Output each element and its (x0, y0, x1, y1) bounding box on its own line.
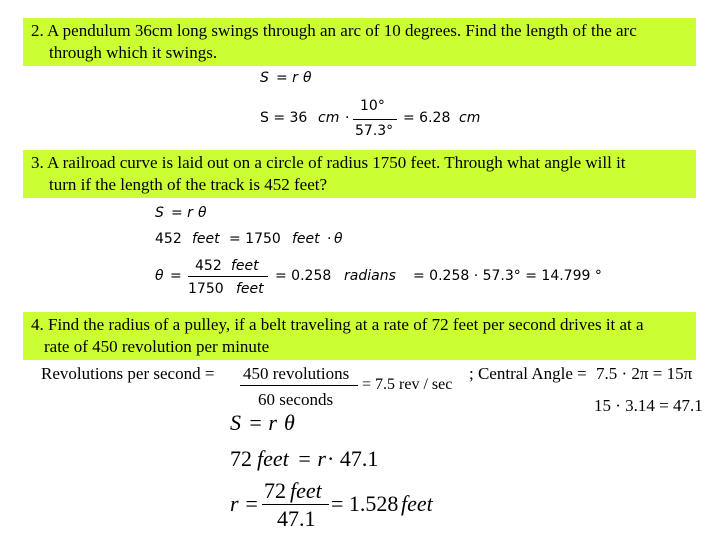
p3-f3-tail: = 0.258 · 57.3° = 14.799 ° (413, 268, 602, 284)
p2-f2-num: 10° (360, 98, 385, 114)
p2-f2-dot: · (345, 110, 350, 126)
p4-f2-c: · 47.1 (327, 446, 379, 471)
problem-2-box (23, 18, 696, 66)
p3-f3-result: = 0.258 (275, 268, 332, 284)
p3-f3-den-b: feet (236, 281, 264, 297)
p3-f3-den-a: 1750 (188, 281, 224, 297)
p3-f2-feet: feet (192, 231, 220, 247)
p2-f1-theta: θ (303, 70, 312, 86)
p4-f1-eq: = r (248, 410, 277, 435)
p4-f3-fraction-bar (262, 504, 329, 505)
p2-f1-eq: = r (276, 70, 298, 86)
p4-f3-num-b: feet (290, 478, 322, 503)
p3-f3-eq: = (170, 268, 182, 284)
problem-3-line1: 3. A railroad curve is laid out on a circle of radius 1750 feet. Through what angle will it (31, 153, 626, 172)
p2-f2-fraction-bar (353, 119, 397, 120)
p4-rev-fraction-bar (240, 385, 358, 386)
problem-4-box (23, 312, 696, 360)
p4-central-value: 7.5 · 2π = 15π (596, 364, 693, 383)
p4-f1-S: S (230, 410, 241, 435)
p3-f3-num-b: feet (231, 258, 259, 274)
p2-f2-unit2: cm (459, 110, 481, 126)
problem-2-line1: 2. A pendulum 36cm long swings through an arc of 10 degrees. Find the length of the arc (31, 21, 637, 40)
p3-f3-fraction-bar (188, 276, 268, 277)
p3-f3-theta: θ (155, 268, 164, 284)
p3-f1-eq: = r (171, 205, 193, 221)
p2-f2-result: = 6.28 (403, 110, 451, 126)
p3-f1-theta: θ (198, 205, 207, 221)
problem-2-line2: through which it swings. (49, 43, 218, 62)
p4-f1-theta: θ (284, 410, 295, 435)
p2-f2-lhs: S = 36 (260, 110, 308, 126)
problem-3-box (23, 150, 696, 198)
p3-f3-radians: radians (344, 268, 396, 284)
p3-f2-a: 452 (155, 231, 182, 247)
problem-4-line2: rate of 450 revolution per minute (44, 337, 270, 356)
p4-central-label: ; Central Angle = (469, 364, 587, 383)
p4-rev-label: Revolutions per second = (41, 364, 215, 383)
p3-f1-S: S (155, 205, 164, 221)
p4-f3-feet: feet (401, 491, 433, 516)
problem-3-line2: turn if the length of the track is 452 feet? (49, 175, 328, 194)
p4-f3-den: 47.1 (277, 506, 316, 531)
p3-f2-feet2: feet (292, 231, 320, 247)
p2-f1-S: S (260, 70, 269, 86)
p3-f3-num-a: 452 (195, 258, 222, 274)
p4-f3-num-a: 72 (264, 478, 286, 503)
p4-rev-num: 450 revolutions (243, 364, 350, 383)
p2-f2-den: 57.3° (355, 123, 394, 139)
p4-f2-b: = r (297, 446, 326, 471)
p4-f3-r: r = (230, 491, 259, 516)
p4-rev-result: = 7.5 rev / sec (362, 376, 453, 393)
p3-f2-dot: · (327, 231, 332, 247)
problem-4-line1: 4. Find the radius of a pulley, if a belt traveling at a rate of 72 feet per second drives it at a (31, 315, 644, 334)
p4-f3-result: = 1.528 (331, 491, 399, 516)
p4-f2-feet: feet (257, 446, 289, 471)
p2-f2-unit: cm (318, 110, 340, 126)
p3-f2-theta: θ (334, 231, 343, 247)
p4-rev-den: 60 seconds (258, 390, 334, 409)
p4-f2-a: 72 (230, 446, 252, 471)
p3-f2-b: = 1750 (229, 231, 281, 247)
p4-calc: 15 · 3.14 = 47.1 (594, 396, 703, 415)
